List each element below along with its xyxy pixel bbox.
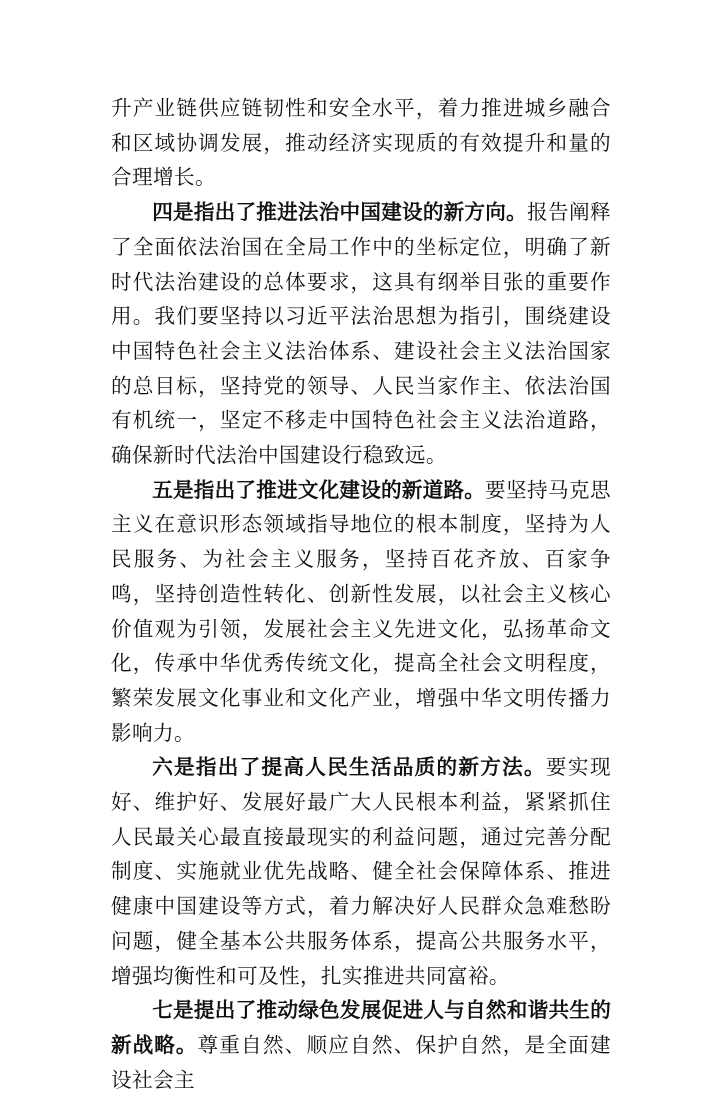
paragraph-four xyxy=(111,195,611,473)
body-text xyxy=(111,91,611,1097)
paragraph-six xyxy=(111,750,611,993)
paragraph-body: 要实现好、维护好、发展好最广大人民根本利益，紧紧抓住人民最关心最直接最现实的利益问题，通过完善分配制度、实施就业优先战略、健全社会保障体系、推进健康中国建设等方式，着力解决好人民群众急难愁盼问题，健全基本公共服务体系，提高公共服务水平，增强均衡性和可及性，扎实推进共同富裕。 xyxy=(111,755,611,988)
paragraph-five xyxy=(111,473,611,751)
paragraph-heading: 七是提出了推动绿色发展促进人与自然和谐共生的新战略。 xyxy=(111,998,611,1057)
paragraph-body: 报告阐释了全面依法治国在全局工作中的坐标定位，明确了新时代法治建设的总体要求，这具有纲举目张的重要作用。我们要坚持以习近平法治思想为指引，围绕建设中国特色社会主义法治体系、建设社会主义法治国家的总目标，坚持党的领导、人民当家作主、依法治国有机统一，坚定不移走中国特色社会主义法治道路，确保新时代法治中国建设行稳致远。 xyxy=(111,200,611,468)
paragraph-body: 尊重自然、顺应自然、保护自然，是全面建设社会主 xyxy=(111,1032,611,1092)
paragraph-body: 要坚持马克思主义在意识形态领域指导地位的根本制度，坚持为人民服务、为社会主义服务，坚持百花齐放、百家争鸣，坚持创造性转化、创新性发展，以社会主义核心价值观为引领，发展社会主义先进文化，弘扬革命文化，传承中华优秀传统文化，提高全社会文明程度，繁荣发展文化事业和文化产业，增强中华文明传播力影响力。 xyxy=(111,477,611,745)
paragraph-heading: 六是指出了提高人民生活品质的新方法。 xyxy=(152,755,546,780)
paragraph-body: 升产业链供应链韧性和安全水平，着力推进城乡融合和区域协调发展，推动经济实现质的有效提升和量的合理增长。 xyxy=(111,96,611,190)
paragraph-heading: 五是指出了推进文化建设的新道路。 xyxy=(152,477,485,502)
paragraph-seven xyxy=(111,993,611,1097)
paragraph-continuation xyxy=(111,91,611,195)
paragraph-heading: 四是指出了推进法治中国建设的新方向。 xyxy=(152,200,527,225)
